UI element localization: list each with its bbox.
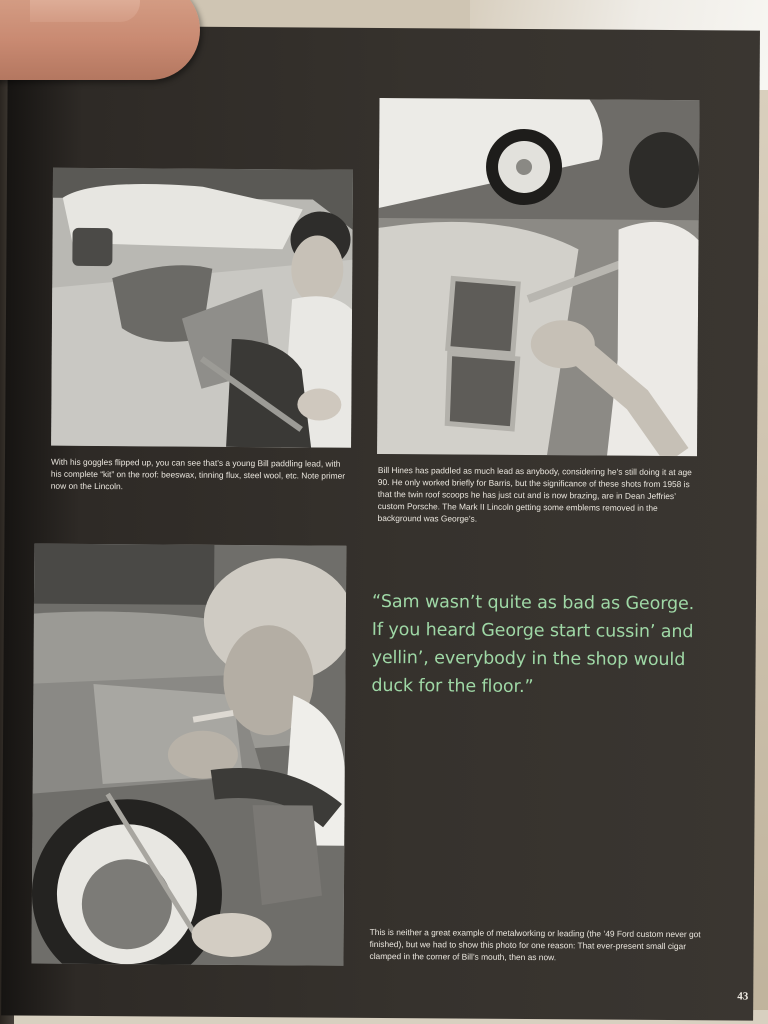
photo-cigar-graphic	[31, 544, 346, 966]
photo-goggles-graphic	[51, 168, 353, 448]
caption-photo-1: With his goggles flipped up, you can see that’s a young Bill paddling lead, with his complete “kit” on the roof: beeswax, tinning flux, steel wool, etc. Note primer now on the Lincoln.	[50, 456, 346, 492]
magazine-page	[1, 25, 760, 1020]
caption-photo-2: Bill Hines has paddled as much lead as anybody, considering he’s still doing it at age 90. He only worked briefly for Barris, but the significance of these shots from 1958 is that the twin roof scoops he has just cut and is now brazing, are in Dean Jeffries’ custom Porsche. The Mark II Lincoln getting some emblems removed in the background was George’s.	[377, 464, 692, 524]
caption-photo-3: This is neither a great example of metalworking or leading (the ’49 Ford custom never got finished), but we had to show this photo for one reason: That ever-present small cigar clamped in the corner of Bill’s mouth, then as now.	[369, 926, 701, 963]
photo-brazing-roof-scoops	[377, 98, 699, 456]
thumb-image	[0, 0, 200, 80]
photo-brazing-graphic	[377, 98, 699, 456]
page-number: 43	[737, 990, 749, 1003]
photo-goggles-lead-paddling	[51, 168, 353, 448]
thumbnail-graphic	[30, 0, 140, 22]
pull-quote: “Sam wasn’t quite as bad as George. If you heard George start cussin’ and yellin’, everybody in the shop would duck for the floor.”	[371, 591, 695, 698]
photo-cigar-metalworking	[31, 544, 346, 966]
